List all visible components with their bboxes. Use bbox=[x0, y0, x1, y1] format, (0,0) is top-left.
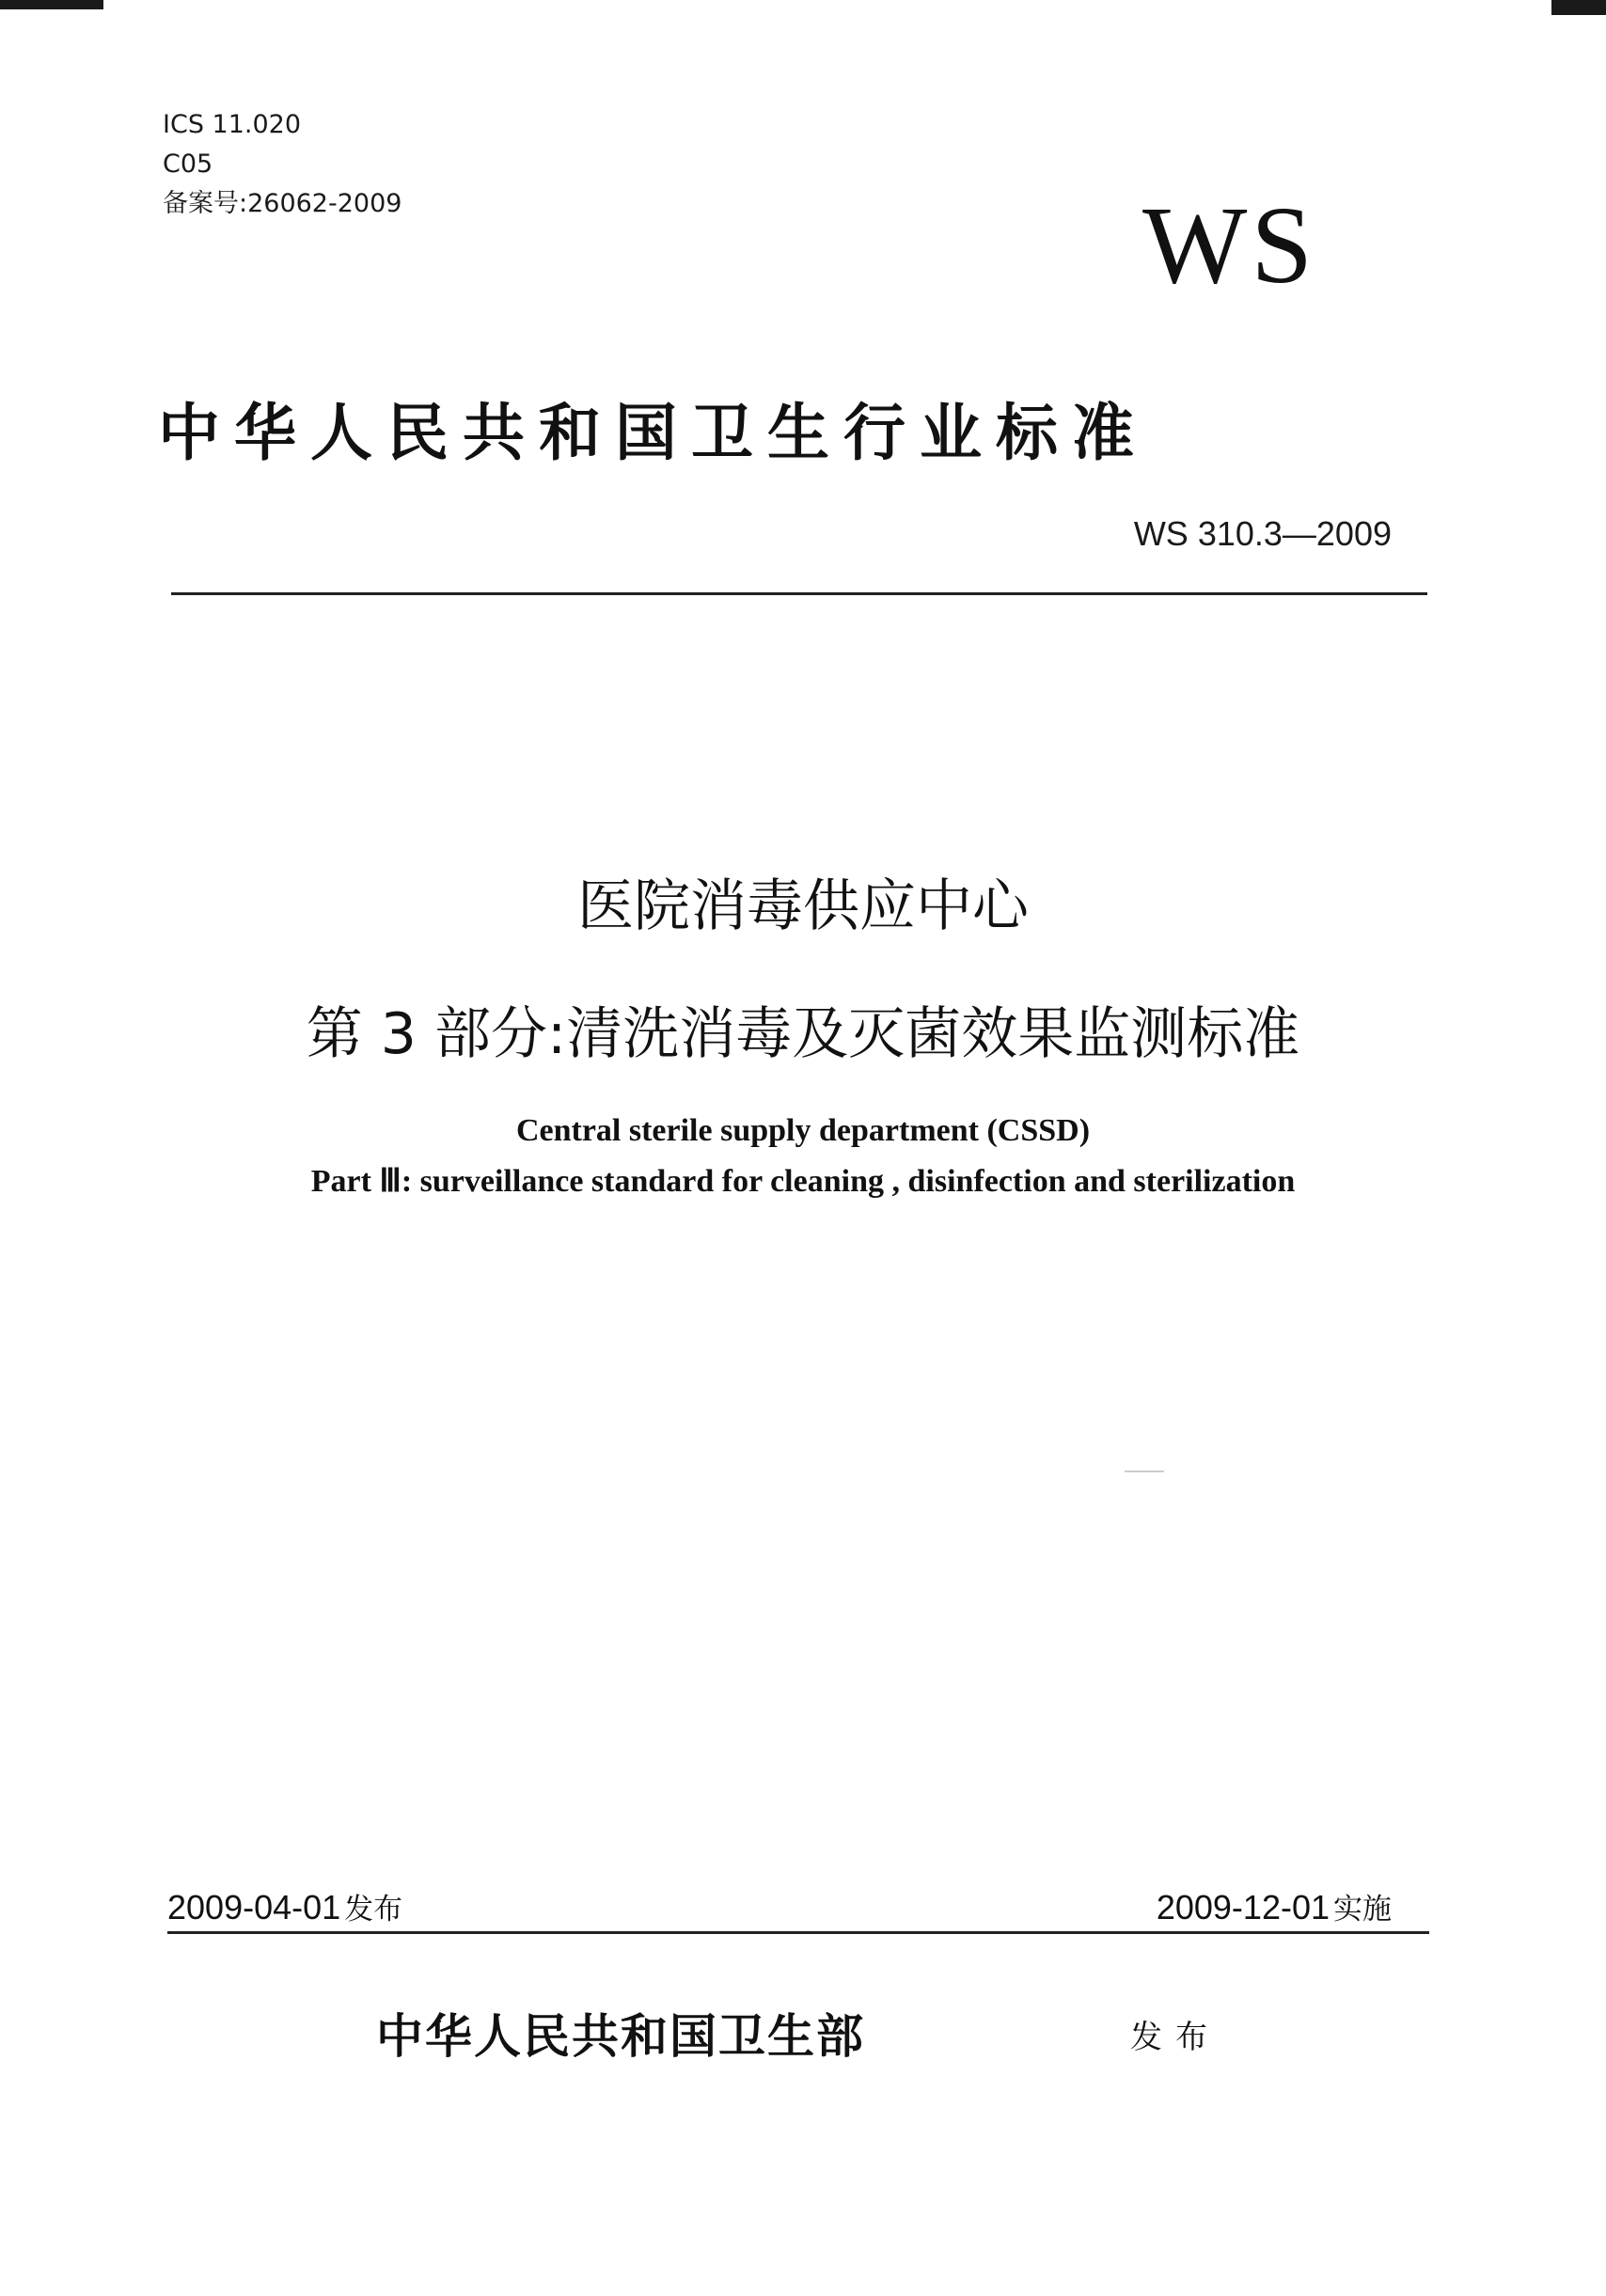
ws-logo: WS bbox=[1142, 183, 1316, 307]
scan-edge-mark-left bbox=[0, 0, 103, 9]
classification-block bbox=[163, 105, 402, 224]
document-title-line2: 第 3 部分:清洗消毒及灭菌效果监测标准 bbox=[306, 1001, 1300, 1067]
publisher-name: 中华人民共和国卫生部 bbox=[376, 2008, 865, 2064]
issue-label: 发布 bbox=[344, 1893, 403, 1926]
standard-number: WS 310.3—2009 bbox=[1133, 514, 1392, 553]
english-title-line1: Central sterile supply department (CSSD) bbox=[515, 1113, 1091, 1148]
effective-date-block bbox=[1157, 1886, 1392, 1931]
publisher-label: 发布 bbox=[1130, 2019, 1220, 2056]
top-divider bbox=[171, 592, 1427, 595]
standard-type-title: 中华人民共和国卫生行业标准 bbox=[158, 396, 1148, 469]
scan-edge-mark-right bbox=[1551, 0, 1606, 15]
document-title-line1: 医院消毒供应中心 bbox=[577, 873, 1029, 939]
issue-date: 2009-04-01 bbox=[167, 1888, 341, 1926]
ics-code: ICS 11.020 bbox=[163, 110, 302, 139]
scan-artifact bbox=[1125, 1470, 1164, 1472]
bottom-divider bbox=[167, 1931, 1429, 1934]
category-code: C05 bbox=[163, 149, 213, 179]
english-title-line2: Part Ⅲ: surveillance standard for cleaning , disinfection and sterilization bbox=[310, 1164, 1296, 1199]
effective-date: 2009-12-01 bbox=[1156, 1888, 1330, 1926]
effective-label: 实施 bbox=[1333, 1893, 1392, 1926]
issue-date-block bbox=[167, 1886, 402, 1931]
record-number: 备案号:26062-2009 bbox=[163, 189, 402, 218]
